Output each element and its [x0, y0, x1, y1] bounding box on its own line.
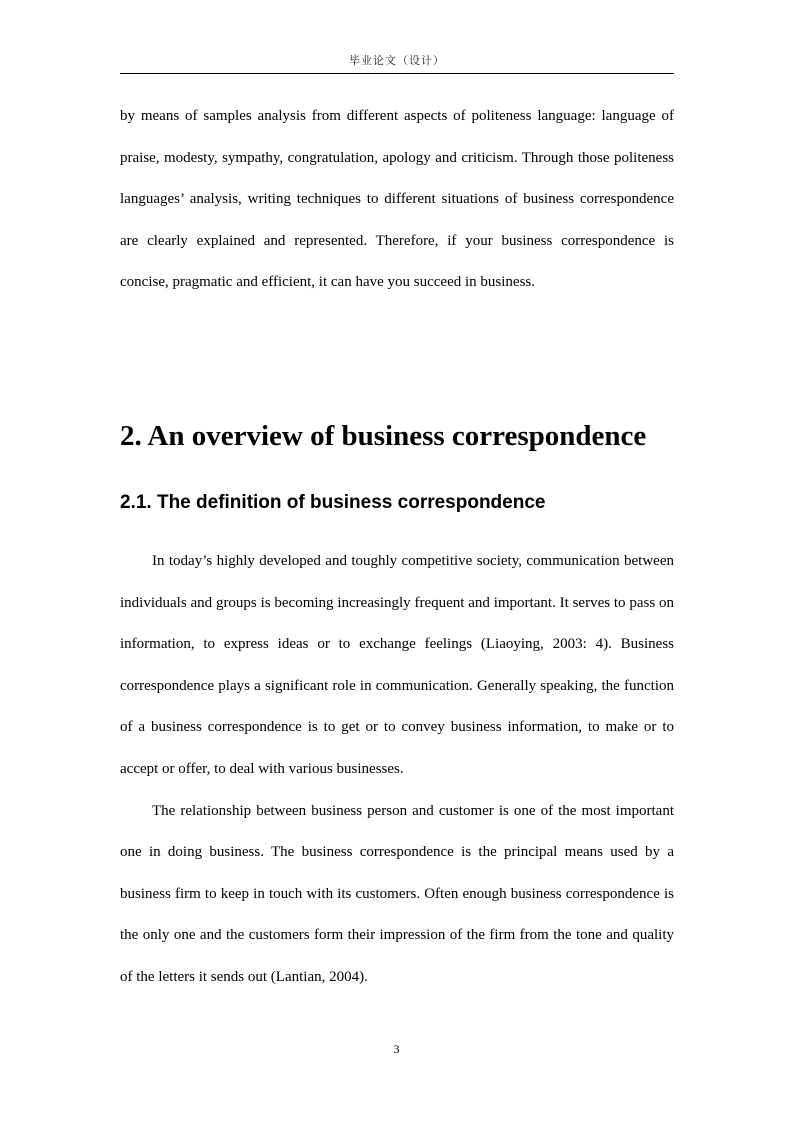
subsection-heading: 2.1. The definition of business correspondence — [120, 492, 546, 513]
header-rule — [120, 73, 674, 74]
body-text-section — [120, 541, 674, 999]
paragraph: The relationship between business person and customer is one of the most important one in doing business. The business correspondence is the principal means used by a business firm to keep in touch with its customers. Often enough business correspondence is the only one and the customers form their impression of the firm from the tone and quality of the letters it sends out (Lantian, 2004). — [120, 802, 674, 985]
running-header: 毕业论文（设计） — [349, 54, 445, 67]
paragraph: In today’s highly developed and toughly competitive society, communication between individuals and groups is becoming increasingly frequent and important. It serves to pass on information, to express ideas or to exchange feelings (Liaoying, 2003: 4). Business correspondence plays a significant role in communication. Generally speaking, the function of a business correspondence is to get or to convey business information, to make or to accept or offer, to deal with various businesses. — [120, 553, 674, 777]
paragraph-continued: by means of samples analysis from different aspects of politeness language: language of praise, modesty, sympathy, congratulation, apology and criticism. Through those politeness languages’ analysis, writing techniques to different situations of business correspondence are clearly explained and represented. Therefore, if your business correspondence is concise, pragmatic and efficient, it can have you succeed in business. — [120, 108, 674, 291]
section-heading: 2. An overview of business correspondence — [120, 420, 647, 452]
page-number: 3 — [393, 1042, 400, 1056]
body-text-continued — [120, 96, 674, 304]
